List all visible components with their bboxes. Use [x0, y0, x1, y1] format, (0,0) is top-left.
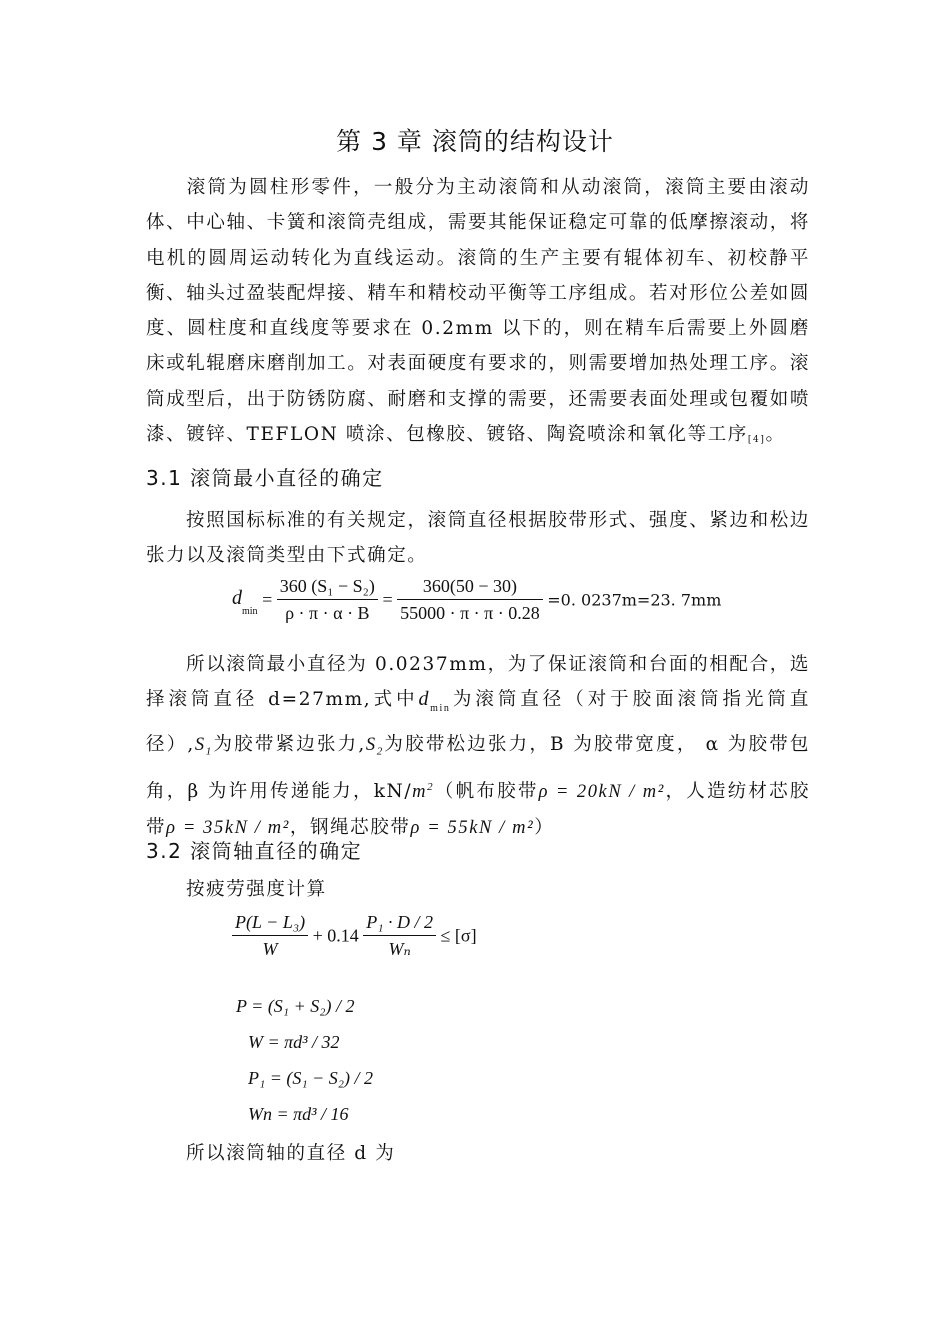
- section2-paragraph: [146, 872, 810, 907]
- formula-lhs-var: d: [232, 587, 242, 610]
- section2-text: 按疲劳强度计算: [186, 879, 327, 900]
- inequality-f1-denominator: W: [262, 939, 278, 959]
- explanation-part-b: 为滚筒直径（对于胶面滚筒指光筒直径）,: [146, 689, 810, 755]
- d-symbol: d: [418, 688, 431, 711]
- equation-w: W = πd³ / 32: [248, 1032, 340, 1052]
- rho-canvas: ρ = 20kN / m²: [538, 781, 665, 802]
- rho-textile: ρ = 35kN / m²: [166, 818, 290, 839]
- inequality-f2-numerator: P₁ · D / 2: [363, 912, 436, 936]
- intro-end: 。: [765, 424, 786, 446]
- explanation-part-c: 为胶带紧边张力,: [212, 733, 366, 755]
- section-heading-3-2: 3.2 滚筒轴直径的确定: [146, 839, 363, 863]
- formula-lhs-sub: min: [242, 606, 258, 618]
- inequality-fraction-2: [363, 912, 436, 960]
- fraction-1-denominator: ρ · π · α · B: [285, 603, 370, 623]
- equation-p1: P₁ = (S₁ − S₂) / 2: [248, 1068, 374, 1088]
- formula-result: =0. 0237m=23. 7mm: [547, 590, 722, 610]
- section1-text: 按照国标标准的有关规定，滚筒直径根据胶带形式、强度、紧边和松边张力以及滚筒类型由下式确定。: [146, 510, 810, 567]
- equation-wn: Wn = πd³ / 16: [248, 1104, 349, 1124]
- fraction-2-numerator: 360(50 − 30): [397, 576, 543, 600]
- citation-ref: [4]: [747, 435, 766, 446]
- section1-paragraph: [146, 503, 810, 574]
- explanation-part-a: 所以滚筒最小直径为 0.0237mm，为了保证滚筒和台面的相配合，选择滚筒直径 d=27mm,式中: [146, 654, 810, 711]
- intro-text: 滚筒为圆柱形零件，一般分为主动滚筒和从动滚筒，滚筒主要由滚动体、中心轴、卡簧和滚筒壳组成，需要其能保证稳定可靠的低摩擦滚动，将电机的圆周运动转化为直线运动。滚筒的生产主要有辊体初车、初校静平衡、轴头过盈装配焊接、精车和精校动平衡等工序组成。若对形位公差如圆度、圆柱度和直线度等要求在 0.2mm 以下的，则在精车后需要上外圆磨床或轧辊磨床磨削加工。对表面硬度有要求的，则需要增加热处理工序。滚筒成型后，出于防锈防腐、耐磨和支撑的需要，还需要表面处理或包覆如喷漆、镀锌、TEFLON 喷涂、包橡胶、镀铬、陶瓷喷涂和氧化等工序: [146, 177, 810, 446]
- formula-fraction-2: [397, 576, 543, 624]
- formula-fraction-1: [277, 576, 378, 624]
- inequality-middle: + 0.14: [312, 925, 359, 946]
- explanation-part-g: ，钢绳芯胶带: [289, 817, 411, 839]
- inequality-rhs: ≤ [σ]: [440, 925, 477, 946]
- section-heading-3-1: 3.1 滚筒最小直径的确定: [146, 466, 384, 490]
- fraction-1-numerator: 360 (S₁ − S₂): [277, 576, 378, 600]
- equation-group: [236, 988, 373, 1132]
- conclusion-text: 所以滚筒轴的直径 d 为: [186, 1143, 396, 1164]
- fraction-2-denominator: 55000 · π · π · 0.28: [400, 603, 540, 623]
- inequality-f1-numerator: P(L − L₃): [232, 912, 308, 936]
- intro-paragraph: [146, 170, 810, 458]
- section2-conclusion: [146, 1136, 810, 1171]
- inequality-fraction-1: [232, 912, 308, 960]
- explanation-part-e: （帆布胶带: [434, 780, 539, 802]
- inequality-f2-denominator: Wₙ: [388, 939, 411, 959]
- fatigue-inequality: [232, 912, 477, 960]
- min-subscript: min: [430, 703, 451, 715]
- s2-symbol: $S_2$: [365, 734, 384, 758]
- explanation-part-f: ，人造纺材芯胶带: [146, 780, 810, 839]
- equation-p: P = (S₁ + S₂) / 2: [236, 996, 355, 1016]
- section1-explanation: [146, 647, 810, 846]
- chapter-title: 第 3 章 滚筒的结构设计: [336, 127, 614, 156]
- m2-unit: $m^2$: [412, 780, 435, 802]
- explanation-part-h: ）: [534, 817, 555, 839]
- min-diameter-formula: $d_{min}$ = $\frac{\text{360 (S₁ − S₂)}}{\rho \cdot \pi \cdot \alpha \cdot B}$ = $\frac{360(50 - 30)}{55000 \cdot \pi \cdot \pi \cdot 0.28}$ =0. 0237m=23. 7mm: [232, 576, 722, 623]
- rho-steel: ρ = 55kN / m²: [410, 818, 535, 839]
- explanation-part-d: 为胶带松边张力，B 为胶带宽度， α 为胶带包角，β 为许用传递能力，kN/: [146, 733, 810, 802]
- s1-symbol: $S_1$: [194, 734, 213, 758]
